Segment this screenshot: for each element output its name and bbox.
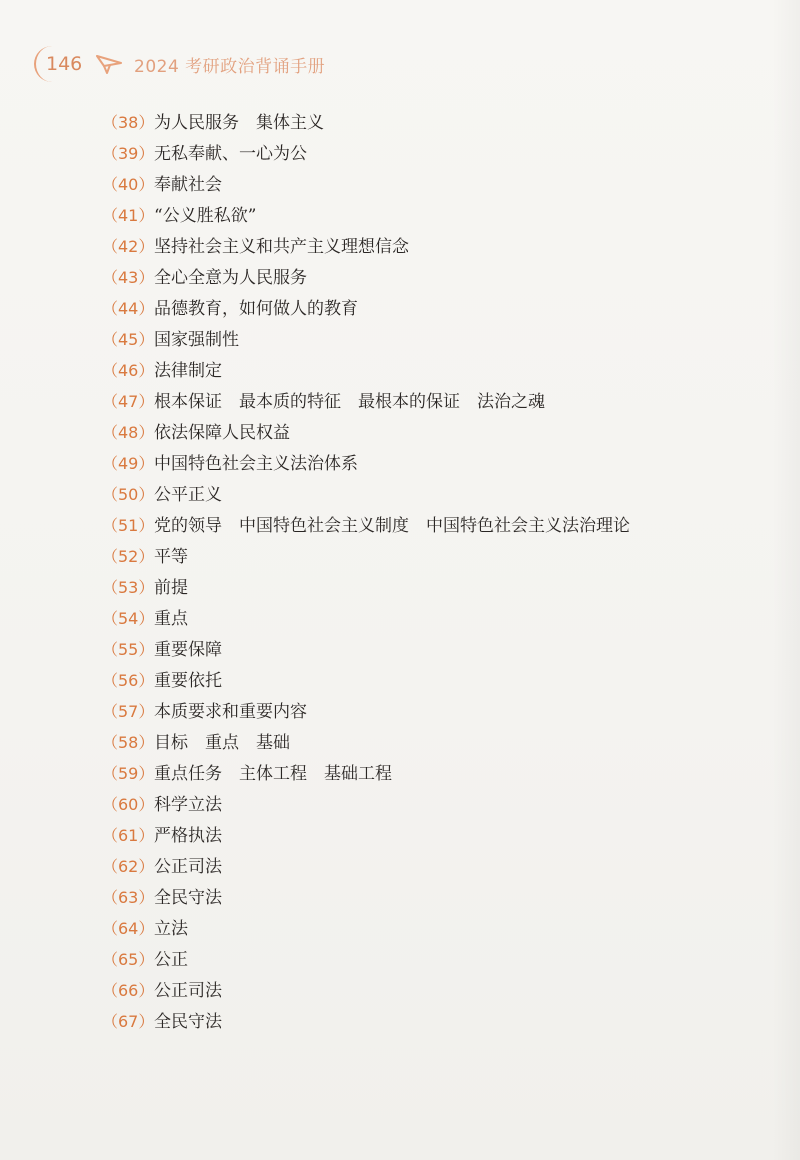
answer-number: （60） bbox=[102, 795, 155, 814]
answer-number: （49） bbox=[102, 454, 155, 473]
answer-number: （50） bbox=[102, 485, 155, 504]
answer-text: 重要保障 bbox=[154, 640, 222, 660]
answer-item bbox=[102, 603, 630, 634]
answer-number: （56） bbox=[102, 671, 155, 690]
answer-number: （48） bbox=[102, 423, 155, 442]
answer-item bbox=[102, 851, 630, 882]
answer-item bbox=[102, 758, 630, 789]
answer-item bbox=[102, 727, 630, 758]
answer-item bbox=[102, 293, 630, 324]
paper-plane-icon bbox=[96, 54, 122, 74]
answer-item bbox=[102, 944, 630, 975]
answer-text: 坚持社会主义和共产主义理想信念 bbox=[154, 237, 409, 257]
answer-item bbox=[102, 386, 630, 417]
answer-text: 公正司法 bbox=[154, 857, 222, 877]
answer-text: 全民守法 bbox=[154, 888, 222, 908]
answer-text: 目标 重点 基础 bbox=[154, 733, 290, 753]
answer-text: 国家强制性 bbox=[154, 330, 239, 350]
page-header bbox=[34, 46, 325, 82]
answer-number: （38） bbox=[102, 113, 155, 132]
answer-text: 根本保证 最本质的特征 最根本的保证 法治之魂 bbox=[154, 392, 545, 412]
answer-text: 公正 bbox=[154, 950, 188, 970]
answer-text: 中国特色社会主义法治体系 bbox=[154, 454, 358, 474]
answer-number: （62） bbox=[102, 857, 155, 876]
answer-item bbox=[102, 789, 630, 820]
answer-text: 法律制定 bbox=[154, 361, 222, 381]
answer-text: 本质要求和重要内容 bbox=[154, 702, 307, 722]
answer-number: （43） bbox=[102, 268, 155, 287]
answer-item bbox=[102, 882, 630, 913]
book-title: 2024 考研政治背诵手册 bbox=[134, 56, 326, 77]
page-number: 146 bbox=[46, 53, 83, 75]
answer-number: （57） bbox=[102, 702, 155, 721]
answer-number: （55） bbox=[102, 640, 155, 659]
answer-text: 为人民服务 集体主义 bbox=[154, 113, 324, 133]
answer-text: 公平正义 bbox=[154, 485, 222, 505]
answer-number: （40） bbox=[102, 175, 155, 194]
answer-text: 前提 bbox=[154, 578, 188, 598]
answer-number: （66） bbox=[102, 981, 155, 1000]
answer-text: 无私奉献、一心为公 bbox=[154, 144, 307, 164]
answer-text: 全民守法 bbox=[154, 1012, 222, 1032]
answer-item bbox=[102, 696, 630, 727]
answer-item bbox=[102, 262, 630, 293]
answer-item bbox=[102, 479, 630, 510]
answer-text: 重点任务 主体工程 基础工程 bbox=[154, 764, 392, 784]
answer-item bbox=[102, 448, 630, 479]
answer-number: （52） bbox=[102, 547, 155, 566]
page-number-badge bbox=[34, 46, 84, 82]
answer-item bbox=[102, 169, 630, 200]
answer-number: （53） bbox=[102, 578, 155, 597]
answer-item bbox=[102, 231, 630, 262]
answer-item bbox=[102, 975, 630, 1006]
answer-text: 重点 bbox=[154, 609, 188, 629]
answer-text: 平等 bbox=[154, 547, 188, 567]
answer-text: 奉献社会 bbox=[154, 175, 222, 195]
answer-item bbox=[102, 634, 630, 665]
answer-item bbox=[102, 107, 630, 138]
answer-item bbox=[102, 913, 630, 944]
answer-number: （41） bbox=[102, 206, 155, 225]
answer-number: （42） bbox=[102, 237, 155, 256]
answer-number: （51） bbox=[102, 516, 155, 535]
answer-number: （63） bbox=[102, 888, 155, 907]
answer-number: （59） bbox=[102, 764, 155, 783]
answer-number: （65） bbox=[102, 950, 155, 969]
answer-number: （45） bbox=[102, 330, 155, 349]
answer-item bbox=[102, 820, 630, 851]
answer-number: （67） bbox=[102, 1012, 155, 1031]
answer-text: 重要依托 bbox=[154, 671, 222, 691]
answer-text: 依法保障人民权益 bbox=[154, 423, 290, 443]
answer-text: 党的领导 中国特色社会主义制度 中国特色社会主义法治理论 bbox=[154, 516, 630, 536]
page-edge-shadow bbox=[772, 0, 800, 1160]
answer-text: 公正司法 bbox=[154, 981, 222, 1001]
answer-text: 严格执法 bbox=[154, 826, 222, 846]
answer-text: 品德教育，如何做人的教育 bbox=[154, 299, 358, 319]
answer-number: （61） bbox=[102, 826, 155, 845]
answer-number: （64） bbox=[102, 919, 155, 938]
answer-number: （54） bbox=[102, 609, 155, 628]
answer-item bbox=[102, 417, 630, 448]
answer-item bbox=[102, 572, 630, 603]
answer-number: （47） bbox=[102, 392, 155, 411]
answer-text: 科学立法 bbox=[154, 795, 222, 815]
answer-text: 立法 bbox=[154, 919, 188, 939]
answer-number: （44） bbox=[102, 299, 155, 318]
answer-item bbox=[102, 541, 630, 572]
answer-item bbox=[102, 138, 630, 169]
answer-text: “公义胜私欲” bbox=[154, 206, 257, 226]
answer-item bbox=[102, 355, 630, 386]
answer-item bbox=[102, 510, 630, 541]
answer-number: （39） bbox=[102, 144, 155, 163]
answer-item bbox=[102, 665, 630, 696]
answer-list bbox=[102, 107, 630, 1037]
answer-number: （58） bbox=[102, 733, 155, 752]
answer-item bbox=[102, 200, 630, 231]
answer-text: 全心全意为人民服务 bbox=[154, 268, 307, 288]
answer-number: （46） bbox=[102, 361, 155, 380]
answer-item bbox=[102, 1006, 630, 1037]
answer-item bbox=[102, 324, 630, 355]
